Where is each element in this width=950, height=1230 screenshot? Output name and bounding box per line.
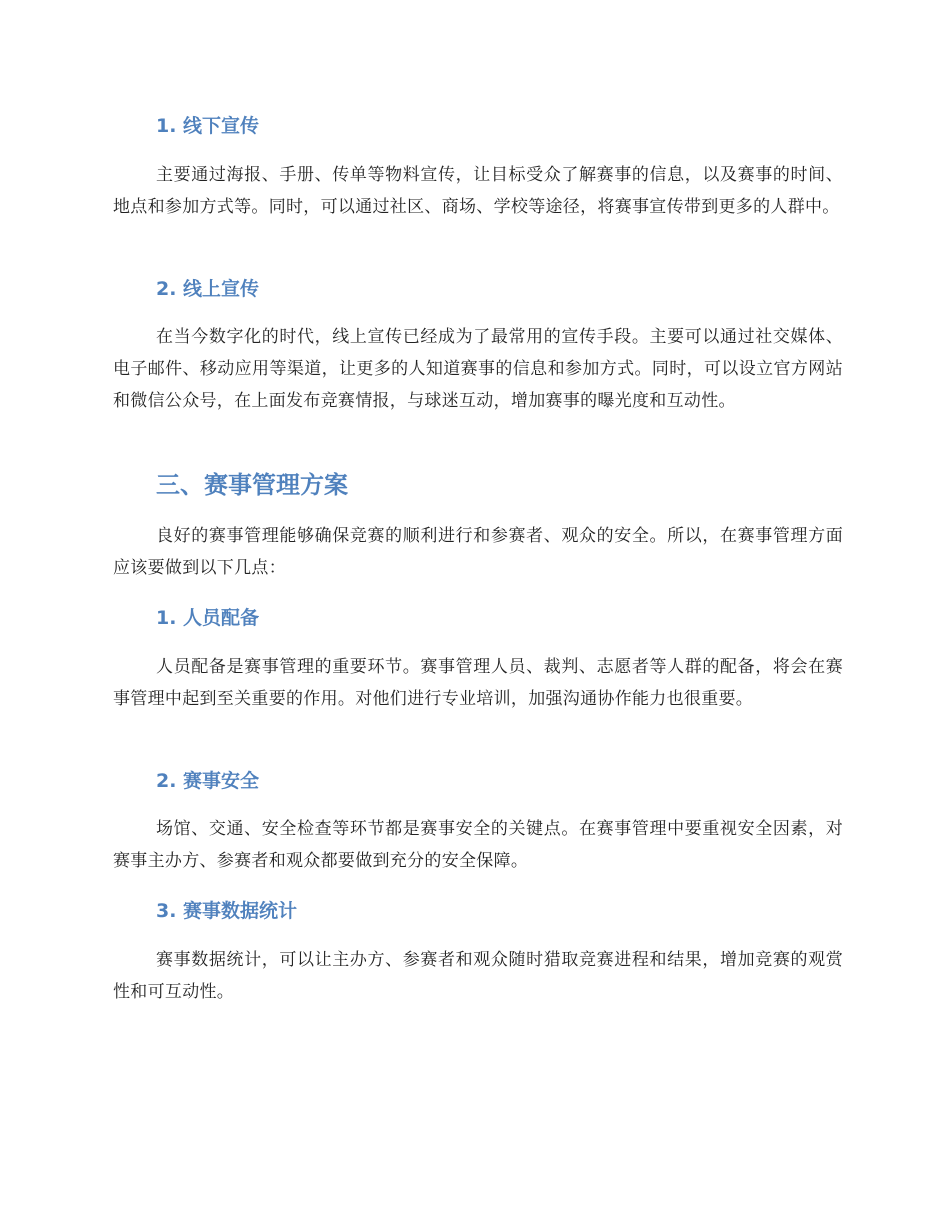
heading-staffing: 1. 人员配备 [156, 607, 260, 629]
paragraph-event-statistics: 赛事数据统计，可以让主办方、参赛者和观众随时猎取竞赛进程和结果，增加竞赛的观赏性和可互动性。 [113, 950, 843, 1002]
heading-online-promotion: 2. 线上宣传 [156, 278, 260, 300]
paragraph-offline-promotion: 主要通过海报、手册、传单等物料宣传，让目标受众了解赛事的信息，以及赛事的时间、地点和参加方式等。同时，可以通过社区、商场、学校等途径，将赛事宣传带到更多的人群中。 [113, 165, 843, 217]
heading-event-safety: 2. 赛事安全 [156, 770, 260, 792]
paragraph-event-management-intro: 良好的赛事管理能够确保竞赛的顺利进行和参赛者、观众的安全。所以，在赛事管理方面应该要做到以下几点： [113, 526, 843, 578]
heading-event-management: 三、赛事管理方案 [156, 471, 348, 499]
paragraph-staffing: 人员配备是赛事管理的重要环节。赛事管理人员、裁判、志愿者等人群的配备，将会在赛事管理中起到至关重要的作用。对他们进行专业培训，加强沟通协作能力也很重要。 [113, 657, 843, 709]
heading-event-statistics: 3. 赛事数据统计 [156, 900, 298, 922]
paragraph-event-safety: 场馆、交通、安全检查等环节都是赛事安全的关键点。在赛事管理中要重视安全因素，对赛事主办方、参赛者和观众都要做到充分的安全保障。 [113, 819, 843, 871]
heading-offline-promotion: 1. 线下宣传 [156, 115, 260, 137]
paragraph-online-promotion: 在当今数字化的时代，线上宣传已经成为了最常用的宣传手段。主要可以通过社交媒体、电子邮件、移动应用等渠道，让更多的人知道赛事的信息和参加方式。同时，可以设立官方网站和微信公众号，在上面发布竞赛情报，与球迷互动，增加赛事的曝光度和互动性。 [113, 327, 843, 411]
